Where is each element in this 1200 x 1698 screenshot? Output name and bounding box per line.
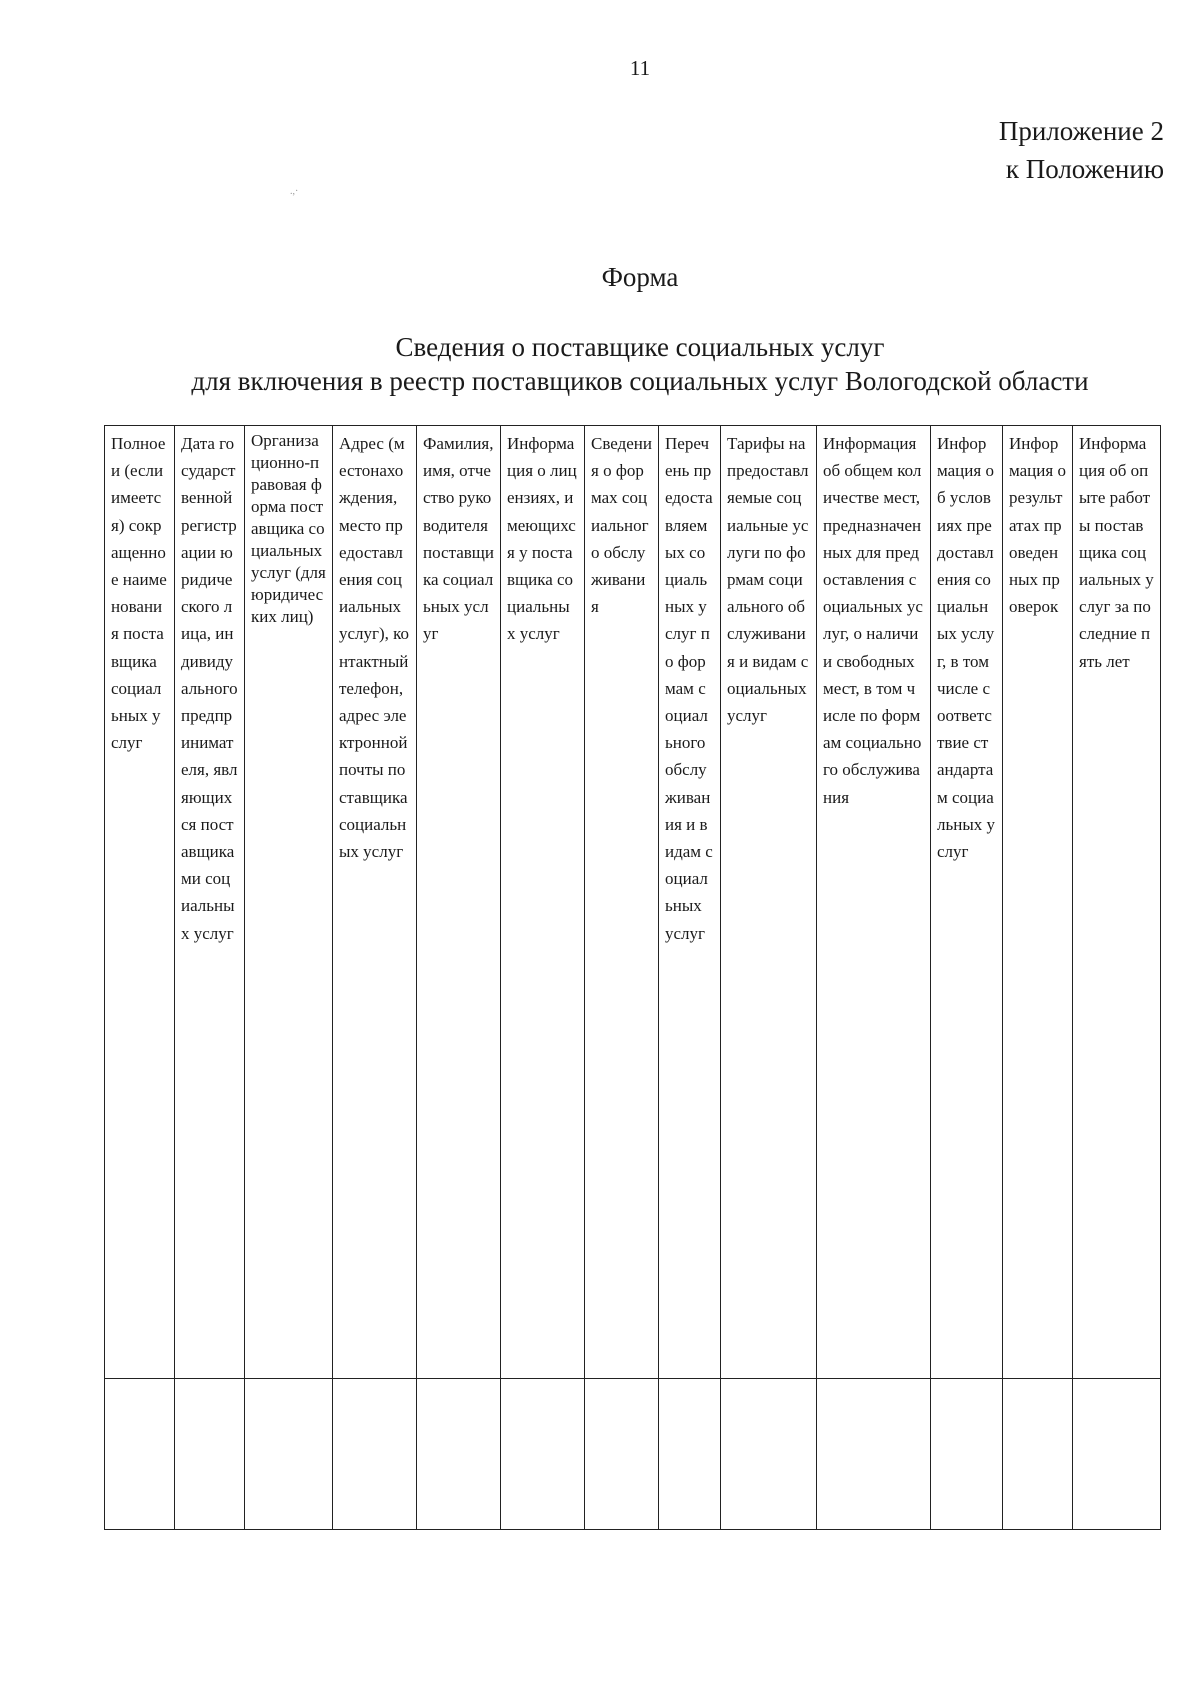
provider-registry-table: [104, 425, 1161, 1530]
column-header-label: Полное и (если имеется) сокращенное наименования поставщика социальных услуг: [111, 434, 167, 753]
column-header-services-list: [659, 426, 721, 1379]
table-cell: [1073, 1379, 1161, 1530]
table-cell: [175, 1379, 245, 1530]
column-header-label: Дата государственной регистрации юридического лица, индивидуального предпринимателя, являющихся поставщиками социальных услуг: [181, 434, 238, 943]
appendix-line-1: Приложение 2: [998, 116, 1164, 146]
column-header-address: [333, 426, 417, 1379]
column-header-places: [817, 426, 931, 1379]
form-label: Форма: [601, 262, 679, 292]
column-header-label: Информация о результатах проведенных проверок: [1009, 434, 1066, 617]
column-header-label: Информация об общем количестве мест, предназначенных для предоставления социальных услуг, о наличии свободных мест, в том числе по формам социального обслуживания: [823, 434, 923, 807]
column-header-full-name: [105, 426, 175, 1379]
table-cell: [721, 1379, 817, 1530]
column-header-conditions: [931, 426, 1003, 1379]
table-cell: [585, 1379, 659, 1530]
column-header-director-name: [417, 426, 501, 1379]
table-cell: [417, 1379, 501, 1530]
table-header-row: [105, 426, 1161, 1379]
column-header-experience: [1073, 426, 1161, 1379]
table-row: [105, 1379, 1161, 1530]
table-cell: [105, 1379, 175, 1530]
column-header-label: Перечень предоставляемых социальных услуг по формам социального обслуживания и видам социальных услуг: [665, 434, 713, 943]
column-header-tariffs: [721, 426, 817, 1379]
appendix-line-2: к Положению: [1005, 154, 1164, 184]
column-header-label: Сведения о формах социального обслуживания: [591, 434, 652, 617]
table-cell: [659, 1379, 721, 1530]
table-cell: [501, 1379, 585, 1530]
document-title-line-1: Сведения о поставщике социальных услуг: [395, 332, 885, 362]
document-title: [0, 330, 1200, 398]
column-header-label: Информация о лицензиях, имеющихся у поставщика социальных услуг: [507, 434, 577, 644]
column-header-label: Адрес (местонахождения, место предоставления социальных услуг), контактный телефон, адрес электронной почты поставщика социальных услуг: [339, 434, 410, 862]
table-cell: [817, 1379, 931, 1530]
scan-speck: .,·: [290, 186, 299, 197]
column-header-legal-form: [245, 426, 333, 1379]
column-header-inspections: [1003, 426, 1073, 1379]
appendix-reference: [999, 112, 1164, 188]
table-cell: [245, 1379, 333, 1530]
table-cell: [931, 1379, 1003, 1530]
column-header-label: Информация об опыте работы поставщика социальных услуг за последние пять лет: [1079, 434, 1154, 671]
document-title-line-2: для включения в реестр поставщиков социальных услуг Вологодской области: [191, 366, 1089, 396]
page-number: 11: [629, 56, 651, 80]
column-header-label: Организационно-правовая форма поставщика социальных услуг (для юридических лиц): [251, 431, 326, 626]
column-header-service-forms: [585, 426, 659, 1379]
table-cell: [333, 1379, 417, 1530]
column-header-licenses: [501, 426, 585, 1379]
column-header-label: Фамилия, имя, отчество руководителя поставщика социальных услуг: [423, 434, 494, 644]
column-header-registration-date: [175, 426, 245, 1379]
column-header-label: Информация об условиях предоставления социальных услуг, в том числе соответствие стандартам социальных услуг: [937, 434, 996, 862]
table-cell: [1003, 1379, 1073, 1530]
column-header-label: Тарифы на предоставляемые социальные услуги по формам социального обслуживания и видам социальных услуг: [727, 434, 809, 726]
